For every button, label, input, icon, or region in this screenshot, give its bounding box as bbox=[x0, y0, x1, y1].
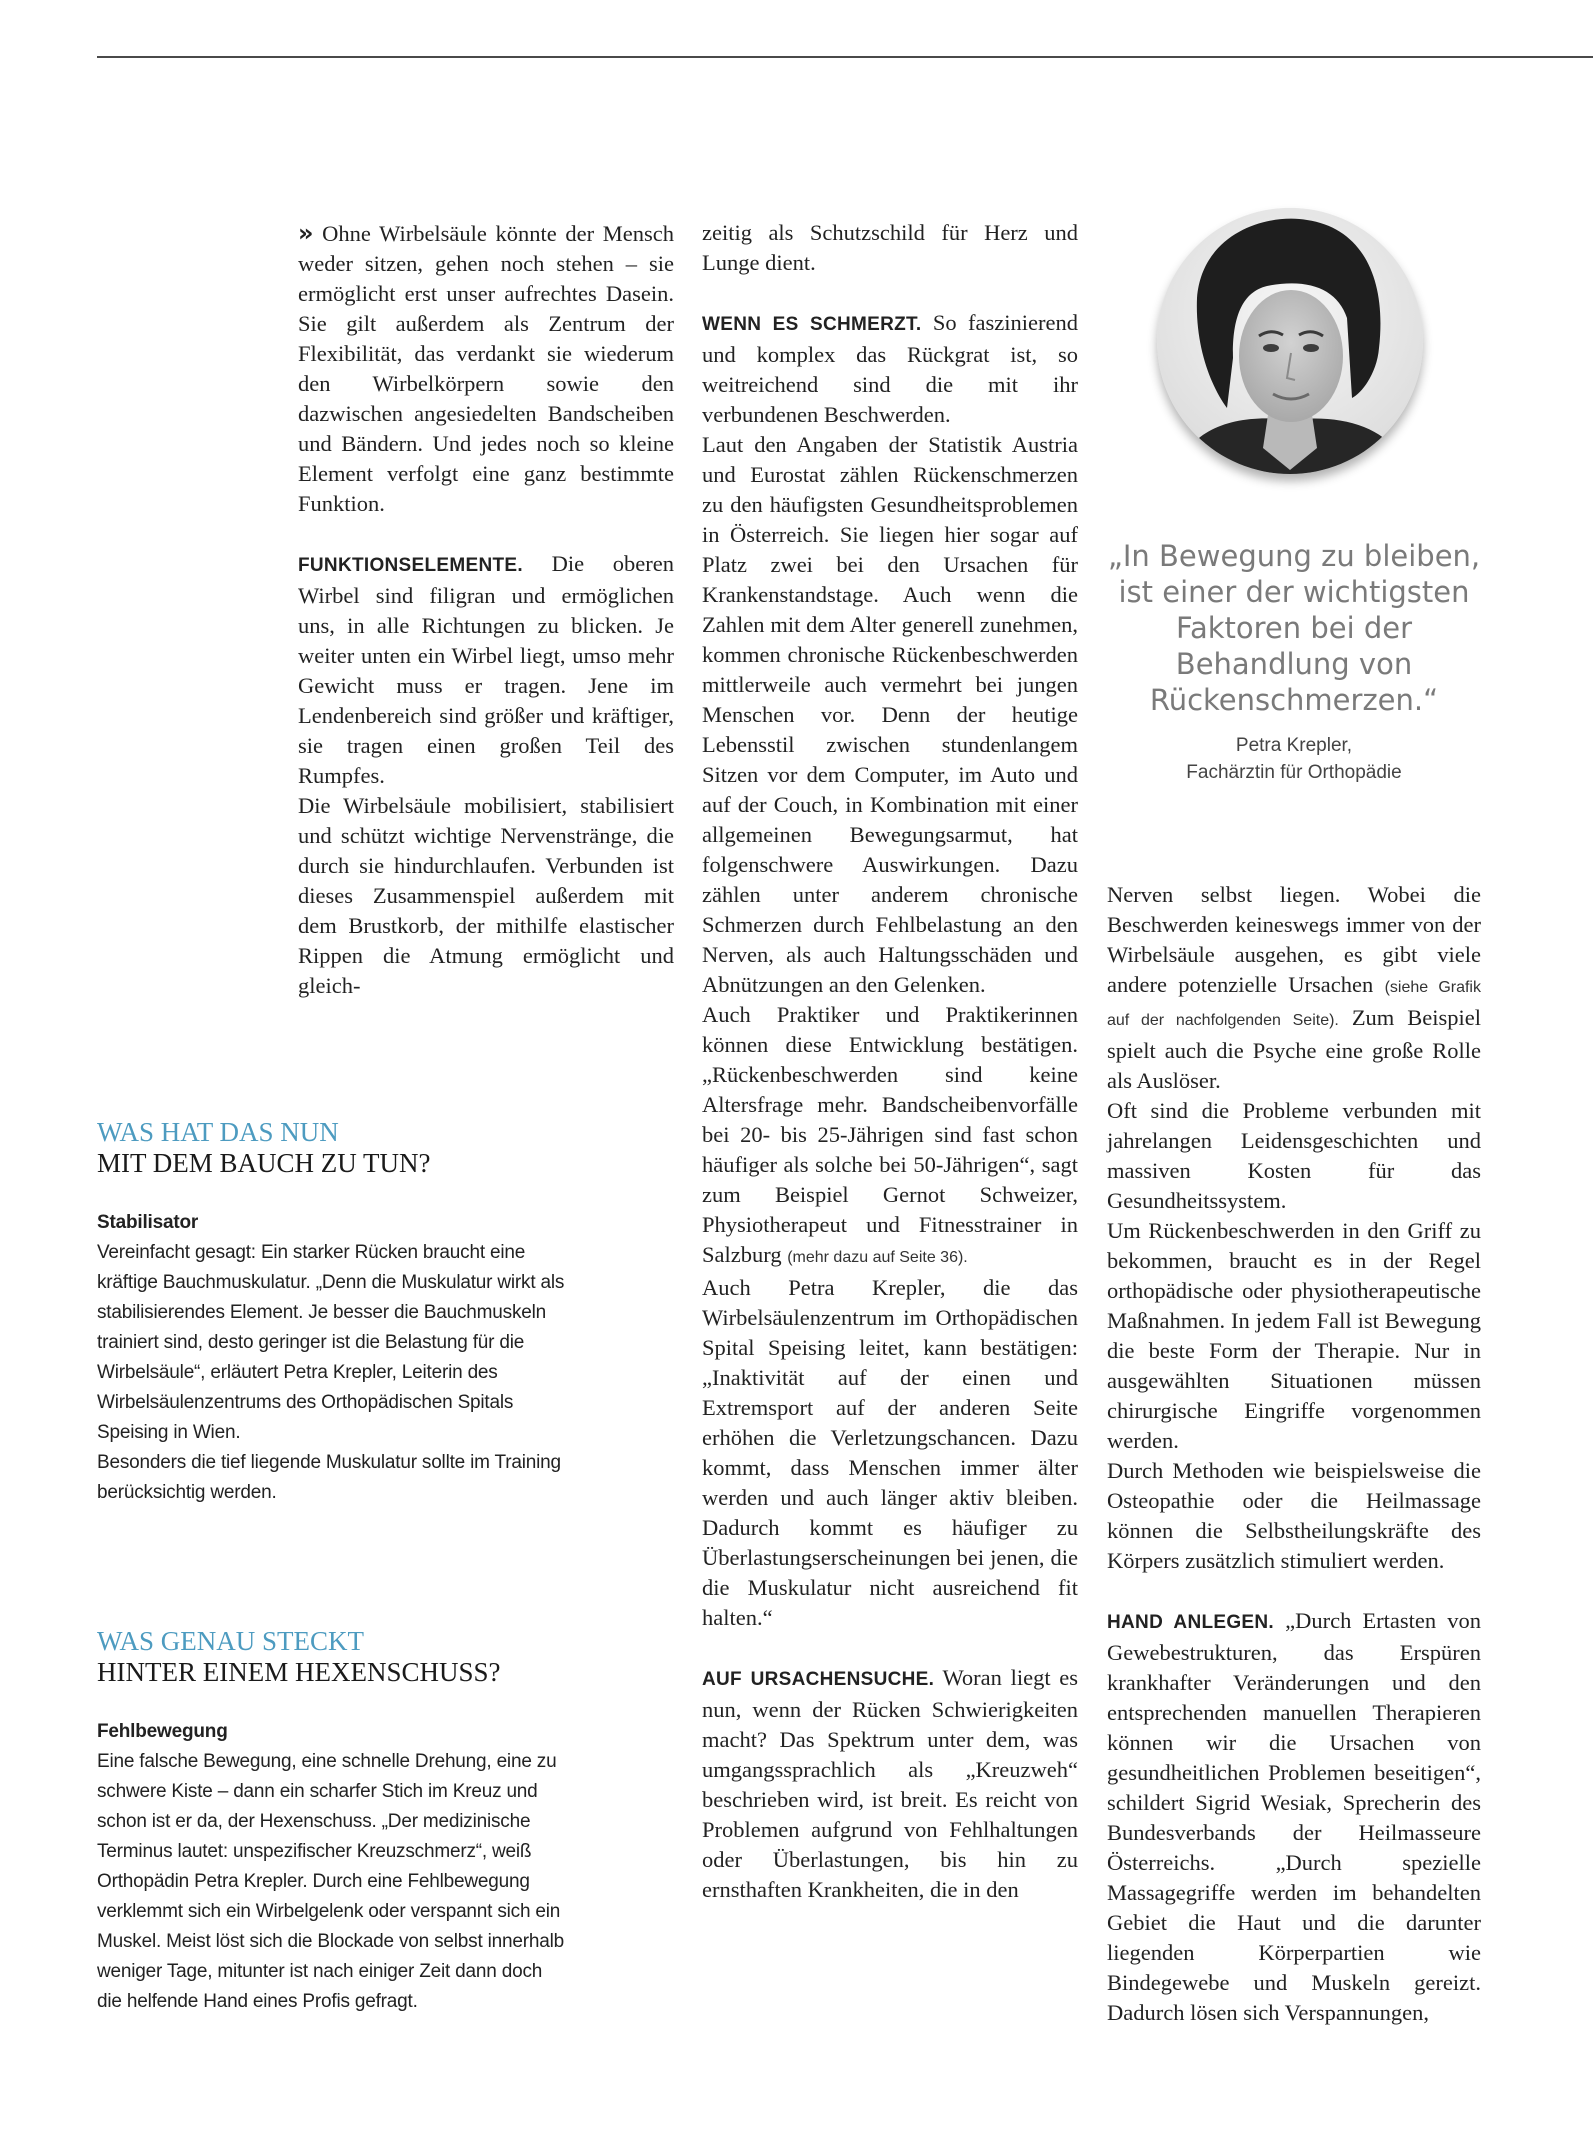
pull-quote: „In Bewegung zu bleiben, ist einer der wichtigsten Faktoren bei der Behandlung von Rückenschmerzen.“ bbox=[1107, 539, 1481, 717]
quote-author-role: Fachärztin für Orthopädie bbox=[1186, 762, 1402, 783]
paragraph: Um Rückenbeschwerden in den Griff zu bekommen, braucht es in der Regel orthopädische oder physiotherapeutische Maßnahmen. In jedem Fall ist Bewegung die beste Form der Therapie. Nur in ausgewählten Situationen müssen chirurgische Eingriffe vorgenommen werden. bbox=[1107, 1218, 1481, 1453]
section-kicker: FUNKTIONSELEMENTE. bbox=[298, 555, 523, 576]
paragraph-text: Nerven selbst liegen. Wobei die Beschwerden keineswegs immer von der Wirbelsäule ausgehen, es gibt viele andere potenzielle Ursachen bbox=[1107, 882, 1481, 997]
intro-paragraph bbox=[298, 218, 674, 519]
sidebar-heading-line-2: HINTER EINEM HEXENSCHUSS? bbox=[97, 1657, 501, 1687]
page-reference-note: (mehr dazu auf Seite 36). bbox=[787, 1249, 968, 1266]
portrait-image bbox=[1157, 208, 1423, 474]
sidebar-heading-line-1: WAS HAT DAS NUN bbox=[97, 1117, 339, 1147]
paragraph-text: Woran liegt es nun, wenn der Rücken Schwierigkeiten macht? Das Spektrum unter dem, was umgangssprachlich als „Kreuzweh“ beschrieben wird, ist breit. Es reicht von Problemen aufgrund von Fehlhaltungen oder Überlastungen, bis hin zu ernsthaften Krankheiten, die in den bbox=[702, 1665, 1078, 1902]
article-start-marker: » bbox=[298, 219, 314, 247]
sidebar-paragraph: Eine falsche Bewegung, eine schnelle Drehung, eine zu schwere Kiste – dann ein scharfer Stich im Kreuz und schon ist er da, der Hexenschuss. „Der medizinische Terminus lautet: unspezifischer Kreuzschmerz“, weiß Orthopädin Petra Krepler. Durch eine Fehlbewegung verklemmt sich ein Wirbelgelenk oder verspannt sich ein Muskel. Meist löst sich die Blockade von selbst innerhalb weniger Tage, mitunter ist nach einiger Zeit dann doch die helfende Hand eines Profis gefragt. bbox=[97, 1751, 564, 2012]
sidebar-text-bauch bbox=[97, 1208, 567, 1508]
sidebar-heading-line-2: MIT DEM BAUCH ZU TUN? bbox=[97, 1148, 431, 1178]
sidebar-paragraph: Vereinfacht gesagt: Ein starker Rücken braucht eine kräftige Bauchmuskulatur. „Denn die Muskulatur wirkt als stabilisierendes Element. Je besser die Bauchmuskeln trainiert sind, desto geringer ist die Belastung für die Wirbelsäule“, erläutert Petra Krepler, Leiterin des Wirbelsäulenzentrums des Orthopädischen Spitals Speising in Wien. bbox=[97, 1242, 565, 1443]
sidebar-heading-hexenschuss bbox=[97, 1626, 597, 1688]
intro-text: Ohne Wirbelsäule könnte der Mensch weder sitzen, gehen noch stehen – sie ermöglicht erst unser aufrechtes Dasein. Sie gilt außerdem als Zentrum der Flexibilität, das verdankt sie wiederum den Wirbelkörpern sowie den dazwischen angesiedelten Bandscheiben und Bändern. Und jedes noch so kleine Element verfolgt eine ganz bestimmte Funktion. bbox=[298, 221, 674, 516]
sidebar-paragraph: Besonders die tief liegende Muskulatur sollte im Training berücksichtig werden. bbox=[97, 1452, 561, 1503]
paragraph-text: So faszinierend und komplex das Rückgrat ist, so weitreichend sind die mit ihr verbundenen Beschwerden. bbox=[702, 310, 1078, 427]
article-column-3 bbox=[1107, 880, 1481, 2028]
paragraph: Laut den Angaben der Statistik Austria und Eurostat zählen Rückenschmerzen zu den häufigsten Gesundheitsproblemen in Österreich. Sie liegen hier sogar auf Platz zwei bei den Ursachen für Krankenstandstage. Auch wenn die Zahlen mit dem Alter generell zunehmen, kommen chronische Rückenbeschwerden mittlerweile auch vermehrt bei jungen Menschen vor. Denn der heutige Lebensstil zwischen stundenlangem Sitzen vor dem Computer, im Auto und auf der Couch, in Kombination mit einer allgemeinen Bewegungsarmut, hat folgenschwere Auswirkungen. Dazu zählen unter anderem chronische Schmerzen durch Fehlbelastung an den Nerven, als auch Haltungsschäden und Abnützungen an den Gelenken. bbox=[702, 432, 1078, 997]
paragraph-text: Auch Praktiker und Praktikerinnen können diese Entwicklung bestätigen. „Rückenbeschwerden sind keine Altersfrage mehr. Bandscheibenvorfälle bei 20- bis 25-Jährigen sind fast schon häufiger als solche bei 50-Jährigen“, sagt zum Beispiel Gernot Schweizer, Physiotherapeut und Fitnesstrainer in Salzburg bbox=[702, 1002, 1078, 1267]
section-kicker: AUF URSACHENSUCHE. bbox=[702, 1669, 935, 1690]
sidebar-heading-bauch bbox=[97, 1117, 597, 1179]
paragraph bbox=[702, 1000, 1078, 1273]
paragraph: zeitig als Schutzschild für Herz und Lunge dient. bbox=[702, 220, 1078, 275]
paragraph bbox=[702, 1663, 1078, 1905]
paragraph: Oft sind die Probleme verbunden mit jahrelangen Leidensgeschichten und massiven Kosten für das Gesundheitssystem. bbox=[1107, 1098, 1481, 1213]
top-rule bbox=[97, 56, 1593, 58]
paragraph-text: Zum Beispiel spielt auch die Psyche eine große Rolle als Auslöser. bbox=[1107, 1005, 1481, 1093]
portrait-photo bbox=[1157, 208, 1423, 474]
paragraph: Die Wirbelsäule mobilisiert, stabilisiert und schützt wichtige Nervenstränge, die durch sie hindurchlaufen. Verbunden ist dieses Zusammenspiel außerdem mit dem Brustkorb, der mithilfe elastischer Rippen die Atmung ermöglicht und gleich- bbox=[298, 793, 674, 998]
sidebar-text-hexenschuss bbox=[97, 1717, 567, 2017]
paragraph bbox=[1107, 880, 1481, 1096]
article-column-2 bbox=[702, 218, 1078, 1905]
paragraph bbox=[1107, 1606, 1481, 2028]
quote-attribution bbox=[1107, 732, 1481, 786]
paragraph bbox=[702, 308, 1078, 430]
sidebar-heading-line-1: WAS GENAU STECKT bbox=[97, 1626, 364, 1656]
paragraph bbox=[298, 549, 674, 791]
paragraph: Durch Methoden wie beispielsweise die Osteopathie oder die Heilmassage können die Selbstheilungskräfte des Körpers zusätzlich stimuliert werden. bbox=[1107, 1458, 1481, 1573]
sidebar-subheading: Stabilisator bbox=[97, 1212, 199, 1233]
section-kicker: HAND ANLEGEN. bbox=[1107, 1612, 1275, 1633]
section-kicker: WENN ES SCHMERZT. bbox=[702, 314, 922, 335]
paragraph-text: „Durch Ertasten von Gewebestrukturen, das Erspüren krankhafter Veränderungen und den entsprechenden manuellen Therapieren können wir die Ursachen von gesundheitlichen Problemen beseitigen“, schildert Sigrid Wesiak, Sprecherin des Bundesverbands der Heilmasseure Österreichs. „Durch spezielle Massagegriffe werden im behandelten Gebiet die Haut und die darunter liegenden Körperpartien wie Bindegewebe und Muskeln gereizt. Dadurch lösen sich Verspannungen, bbox=[1107, 1608, 1482, 2025]
paragraph: Auch Petra Krepler, die das Wirbelsäulenzentrum im Orthopädischen Spital Speising leitet, kann bestätigen: „Inaktivität auf der einen und Extremsport auf der anderen Seite erhöhen die Verletzungschancen. Dazu kommt, dass Menschen immer älter werden und auch länger aktiv bleiben. Dadurch kommt es häufiger zu Überlastungserscheinungen bei jenen, die die Muskulatur nicht ausreichend fit halten.“ bbox=[702, 1275, 1078, 1630]
quote-author-name: Petra Krepler, bbox=[1235, 735, 1353, 756]
sidebar-subheading: Fehlbewegung bbox=[97, 1721, 228, 1742]
paragraph-text: Die oberen Wirbel sind filigran und ermöglichen uns, in alle Richtungen zu blicken. Je weiter unten ein Wirbel liegt, umso mehr Gewicht muss er tragen. Jene im Lendenbereich sind größer und kräftiger, sie tragen einen großen Teil des Rumpfes. bbox=[298, 551, 675, 788]
graphic-reference-note: (siehe Grafik auf der nachfolgenden Seite). bbox=[1107, 979, 1481, 1029]
article-column-1 bbox=[298, 218, 674, 1001]
